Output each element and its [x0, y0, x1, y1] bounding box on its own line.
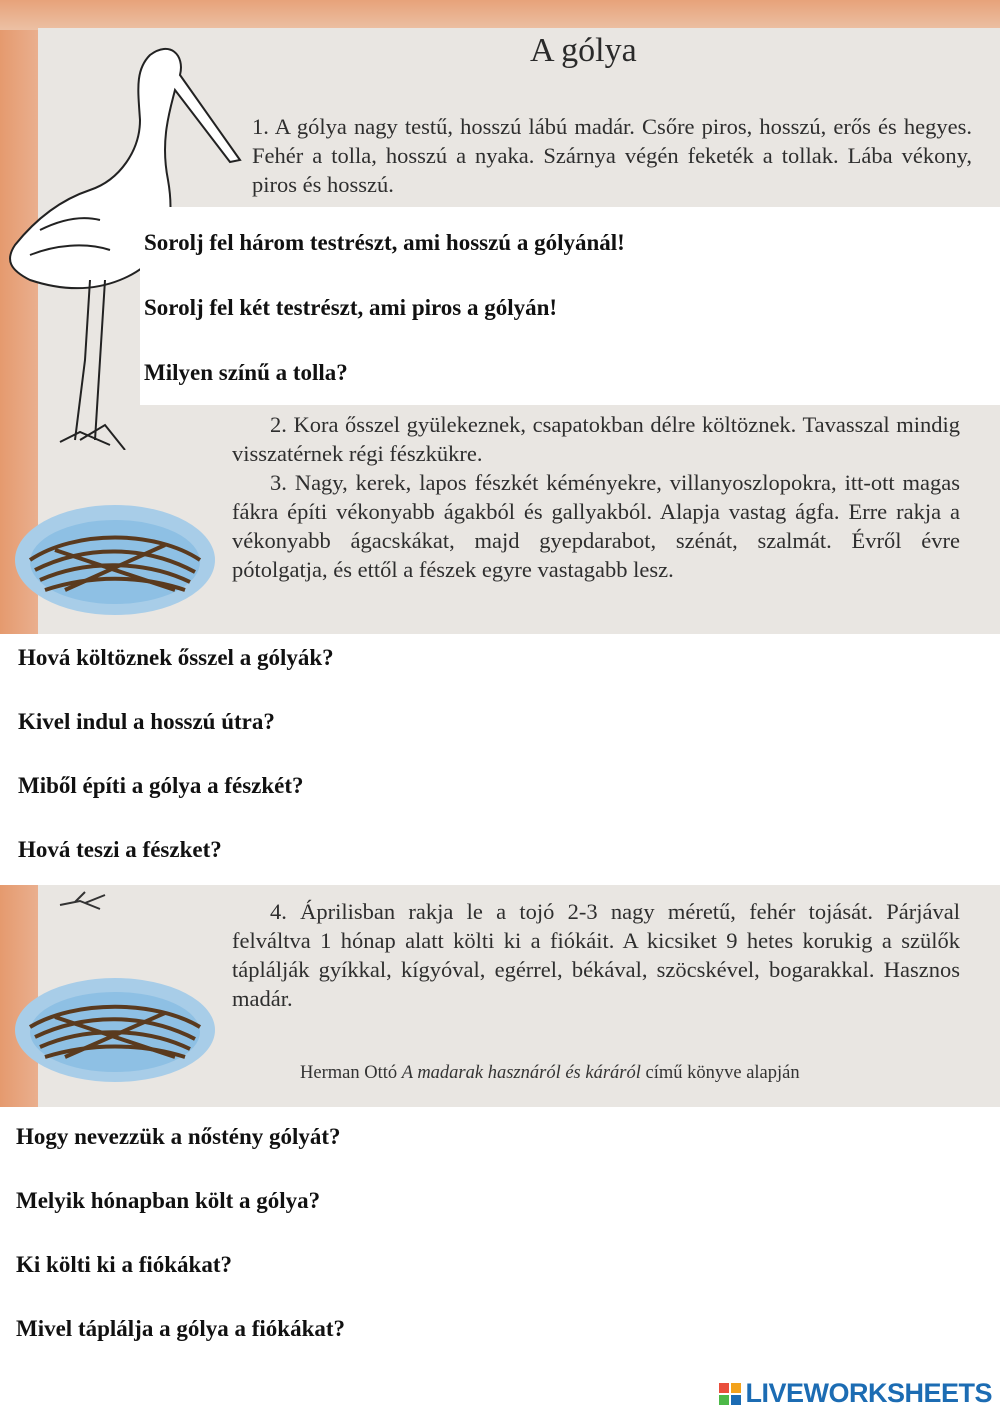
textbook-photo-bottom: [0, 885, 1000, 1107]
question-5: Kivel indul a hosszú útra?: [18, 709, 275, 734]
logo-icon: [719, 1383, 741, 1405]
question-8: Hogy nevezzük a nőstény gólyát?: [16, 1124, 341, 1149]
question-11: Mivel táplálja a gólya a fiókákat?: [16, 1316, 346, 1341]
question-7: Hová teszi a fészket?: [18, 837, 222, 862]
question-4: Hová költöznek ősszel a gólyák?: [18, 645, 334, 670]
bird-sketch-icon: [55, 887, 115, 917]
paragraph-4: 4. Áprilisban rakja le a tojó 2-3 nagy méretű, fehér tojását. Párjával felváltva 1 hónap alatt költi ki a fiókáit. A kicsiket 9 hetes korukig a szülők táplálják gyíkkal, kígyóval, egérrel, békával, szöcskével, bogarakkal. Hasznos madár.: [232, 899, 960, 1011]
paragraph-2-3: [232, 410, 960, 584]
liveworksheets-logo[interactable]: LIVEWORKSHEETS: [719, 1378, 992, 1409]
page-title: A gólya: [530, 32, 637, 69]
attribution: Herman Ottó A madarak hasznáról és káráról című könyve alapján: [300, 1063, 800, 1083]
question-9: Melyik hónapban költ a gólya?: [16, 1188, 321, 1213]
question-6: Miből építi a gólya a fészkét?: [18, 773, 304, 798]
nest-illustration-2: [5, 965, 225, 1095]
paragraph-3: 3. Nagy, kerek, lapos fészkét kéményekre, villanyoszlopokra, itt-ott magas fákra építi vékonyabb ágakból és gallyakból. Alapja vastag ágfa. Erre rakja a vékonyabb ágacskákat, majd gyepdarabot, szénát, szalmát. Évről évre pótolgatja, és ettől a fészek egyre vastagabb lesz.: [232, 470, 960, 582]
question-10: Ki költi ki a fiókákat?: [16, 1252, 232, 1277]
paragraph-1: 1. A gólya nagy testű, hosszú lábú madár. Csőre piros, hosszú, erős és hegyes. Fehér a tolla, hosszú a nyaka. Szárnya végén feketék a tollak. Lába vékony, piros és hosszú.: [252, 114, 972, 197]
paragraph-2: 2. Kora ősszel gyülekeznek, csapatokban délre költöznek. Tavasszal mindig visszatérnek régi fészkükre.: [232, 412, 960, 466]
question-1: Sorolj fel három testrészt, ami hosszú a gólyánál!: [144, 230, 625, 255]
question-2: Sorolj fel két testrészt, ami piros a gólyán!: [144, 295, 558, 320]
nest-illustration: [5, 490, 225, 630]
question-3: Milyen színű a tolla?: [144, 360, 348, 385]
